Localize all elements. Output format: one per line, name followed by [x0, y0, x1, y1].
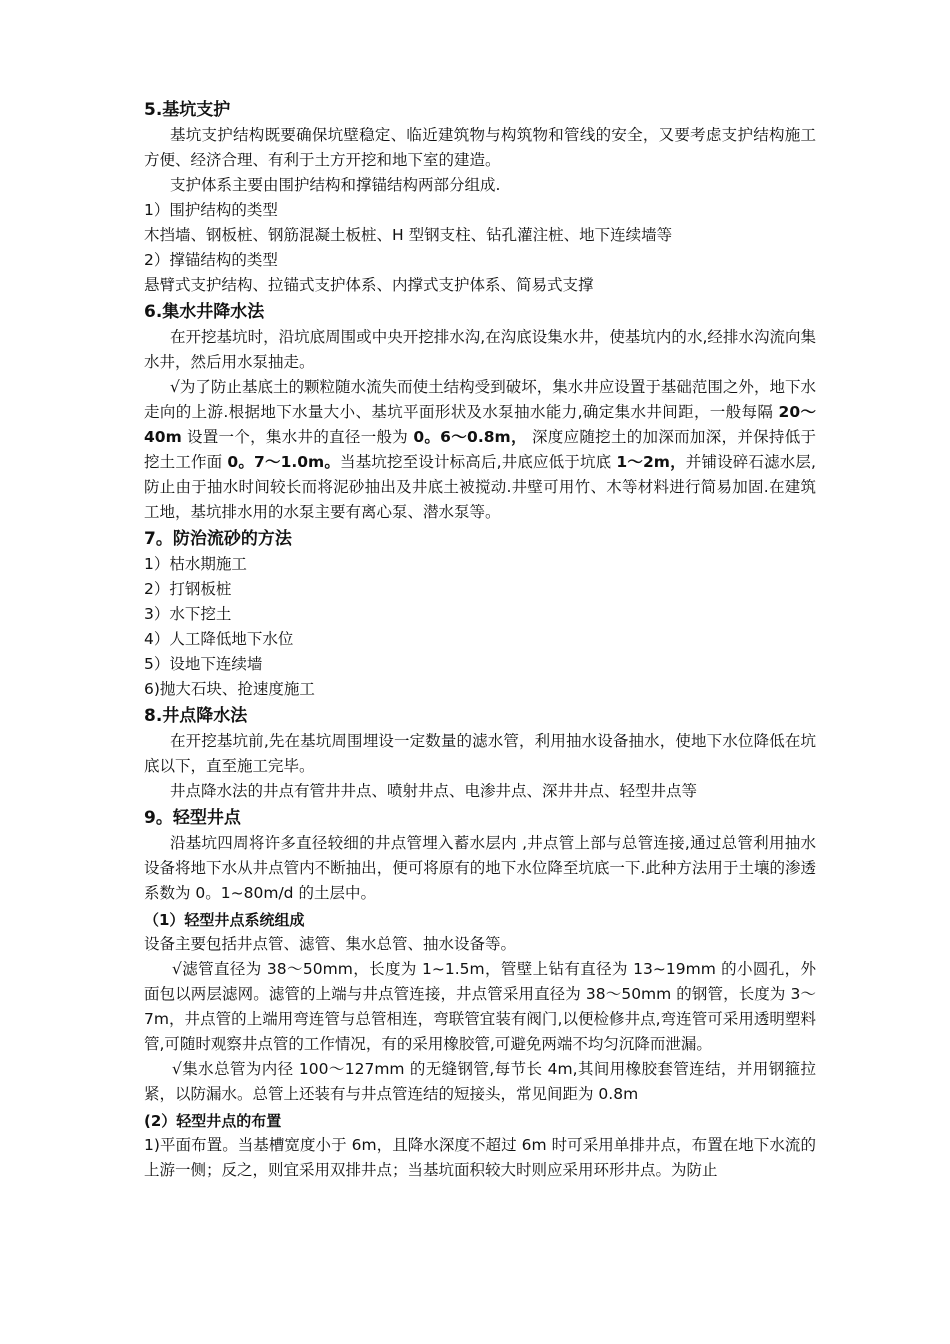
bold-value: 0。7～1.0m。	[227, 453, 341, 471]
section-5-list-item-2: 2）撑锚结构的类型	[144, 251, 278, 269]
section-6-paragraph-2	[144, 375, 816, 525]
section-8-heading: 8.井点降水法	[144, 706, 248, 726]
document-page	[144, 96, 816, 1183]
text-run: 深度应随挖土的加深而加深，并保持低于挖土工作面	[144, 428, 816, 471]
list-item: 4）人工降低地下水位	[144, 630, 294, 648]
section-8-paragraph-1: 在开挖基坑前,先在基坑周围埋设一定数量的滤水管，利用抽水设备抽水，使地下水位降低在坑底以下，直至施工完毕。	[144, 732, 816, 775]
list-item: 3）水下挖土	[144, 605, 232, 623]
text-run: 当基坑挖至设计标高后,井底应低于坑底	[340, 453, 617, 471]
list-item: 6)抛大石块、抢速度施工	[144, 680, 315, 698]
section-5-list-text-2: 悬臂式支护结构、拉锚式支护体系、内撑式支护体系、简易式支撑	[144, 276, 594, 294]
text-run: √为了防止基底土的颗粒随水流失而使土结构受到破坏，集水井应设置于基础范围之外，地下水走向的上游.根据地下水量大小、基坑平面形状及水泵抽水能力,确定集水井间距，一般每隔	[144, 378, 816, 421]
subsection-2-paragraph-1: 1)平面布置。当基槽宽度小于 6m，且降水深度不超过 6m 时可采用单排井点，布置在地下水流的上游一侧；反之，则宜采用双排井点；当基坑面积较大时则应采用环形井点。为防止	[144, 1136, 816, 1179]
section-6-heading: 6.集水井降水法	[144, 302, 265, 322]
section-9-heading: 9。轻型井点	[144, 808, 241, 828]
text-run: 设置一个，集水井的直径一般为	[181, 428, 414, 446]
bold-value: 20～40m	[144, 403, 816, 446]
section-8-paragraph-2: 井点降水法的井点有管井井点、喷射井点、电渗井点、深井井点、轻型井点等	[170, 782, 698, 800]
section-5-paragraph-1: 基坑支护结构既要确保坑壁稳定、临近建筑物与构筑物和管线的安全，又要考虑支护结构施工方便、经济合理、有利于土方开挖和地下室的建造。	[144, 126, 816, 169]
section-5-list-item-1: 1）围护结构的类型	[144, 201, 278, 219]
subsection-1-paragraph-3: √集水总管为内径 100～127mm 的无缝钢管,每节长 4m,其间用橡胶套管连结，并用钢箍拉紧，以防漏水。总管上还装有与井点管连结的短接头，常见间距为 0.8m	[144, 1060, 816, 1103]
subsection-1-paragraph-1: 设备主要包括井点管、滤管、集水总管、抽水设备等。	[144, 935, 517, 953]
section-9-paragraph-1: 沿基坑四周将许多直径较细的井点管埋入蓄水层内 ,井点管上部与总管连接,通过总管利用抽水设备将地下水从井点管内不断抽出，便可将原有的地下水位降至坑底一下.此种方法用于土壤的渗透系数为 0。1~80m/d 的土层中。	[144, 834, 816, 902]
section-5-paragraph-2: 支护体系主要由围护结构和撑锚结构两部分组成.	[170, 176, 501, 194]
section-5-heading: 5.基坑支护	[144, 100, 231, 120]
section-7-heading: 7。防治流砂的方法	[144, 529, 292, 549]
text-run: 并铺设碎石滤水层,防止由于抽水时间较长而将泥砂抽出及井底土被搅动.井壁可用竹、木等材料进行简易加固.在建筑工地，基坑排水用的水泵主要有离心泵、潜水泵等。	[144, 453, 816, 521]
list-item: 1）枯水期施工	[144, 555, 247, 573]
subsection-1-paragraph-2: √滤管直径为 38～50mm，长度为 1~1.5m，管壁上钻有直径为 13~19mm 的小圆孔，外面包以两层滤网。滤管的上端与井点管连接，井点管采用直径为 38～50mm 的钢管，长度为 3～7m，井点管的上端用弯连管与总管相连，弯联管宜装有阀门,以便检修井点,弯连管可采用透明塑料管,可随时观察井点管的工作情况，有的采用橡胶管,可避免两端不均匀沉降而泄漏。	[144, 960, 816, 1053]
subsection-2-heading: (2）轻型井点的布置	[144, 1112, 282, 1130]
section-5-list-text-1: 木挡墙、钢板桩、钢筋混凝土板桩、H 型钢支柱、钻孔灌注桩、地下连续墙等	[144, 226, 673, 244]
subsection-1-heading: （1）轻型井点系统组成	[144, 911, 305, 929]
bold-value: 1～2m，	[616, 453, 686, 471]
section-6-paragraph-1: 在开挖基坑时，沿坑底周围或中央开挖排水沟,在沟底设集水井，使基坑内的水,经排水沟流向集水井，然后用水泵抽走。	[144, 328, 816, 371]
list-item: 2）打钢板桩	[144, 580, 232, 598]
bold-value: 0。6～0.8m，	[413, 428, 527, 446]
list-item: 5）设地下连续墙	[144, 655, 263, 673]
